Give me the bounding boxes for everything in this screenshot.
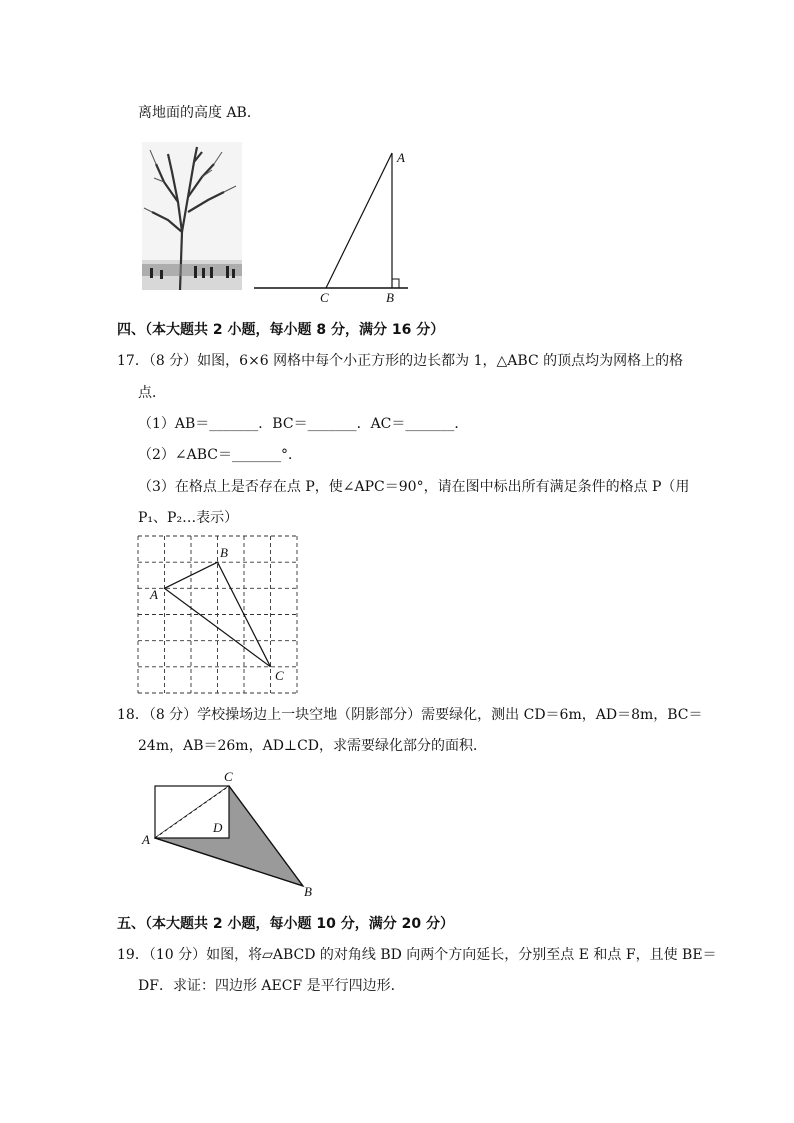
q19-stem-line1: 19．（10 分）如图，将▱ABCD 的对角线 BD 向两个方向延长，分别至点 E 和点 F，且使 BE＝ [117,947,717,963]
q18-stem-line1: 18．（8 分）学校操场边上一块空地（阴影部分）需要绿化，测出 CD＝6m，AD＝8m，BC＝ [117,707,703,723]
q17-stem-line2: 点． [138,385,166,401]
section-5-heading: 五、（本大题共 2 小题，每小题 10 分，满分 20 分） [117,916,454,932]
q17-stem-line1: 17．（8 分）如图，6×6 网格中每个小正方形的边长都为 1，△ABC 的顶点均为网格上的格 [117,353,684,369]
label-A: A [150,587,158,602]
q19-stem-line2: DF．求证：四边形 AECF 是平行四边形． [138,978,405,994]
q17-part1: （1）AB＝_______．BC＝_______．AC＝_______． [138,416,469,432]
label-D: D [213,820,223,835]
q16-triangle-figure [250,148,420,308]
segment-AC [326,153,392,288]
label-C: C [224,769,233,784]
label-A: A [397,150,405,165]
dashed-grid [138,536,297,693]
q18-figure [138,768,318,898]
q17-part3-line1: （3）在格点上是否存在点 P，使∠APC＝90°，请在图中标出所有满足条件的格点 P（用 [138,479,690,495]
section-4-heading: 四、（本大题共 2 小题，每小题 8 分，满分 16 分） [117,322,445,338]
q17-part3-line2: P₁、P₂…表示） [138,510,239,526]
label-C: C [275,668,284,683]
label-B: B [386,290,394,305]
tree-photo [142,142,242,290]
label-A: A [142,832,150,847]
q17-part2: （2）∠ABC＝_______°． [138,447,303,463]
q16-tail-text: 离地面的高度 AB． [138,105,261,121]
right-angle-mark [392,279,399,288]
q18-stem-line2: 24m，AB＝26m，AD⊥CD，求需要绿化部分的面积． [138,738,488,754]
label-C: C [320,290,329,305]
label-B: B [220,545,228,560]
q17-grid-figure [130,532,306,700]
label-B: B [304,884,312,898]
